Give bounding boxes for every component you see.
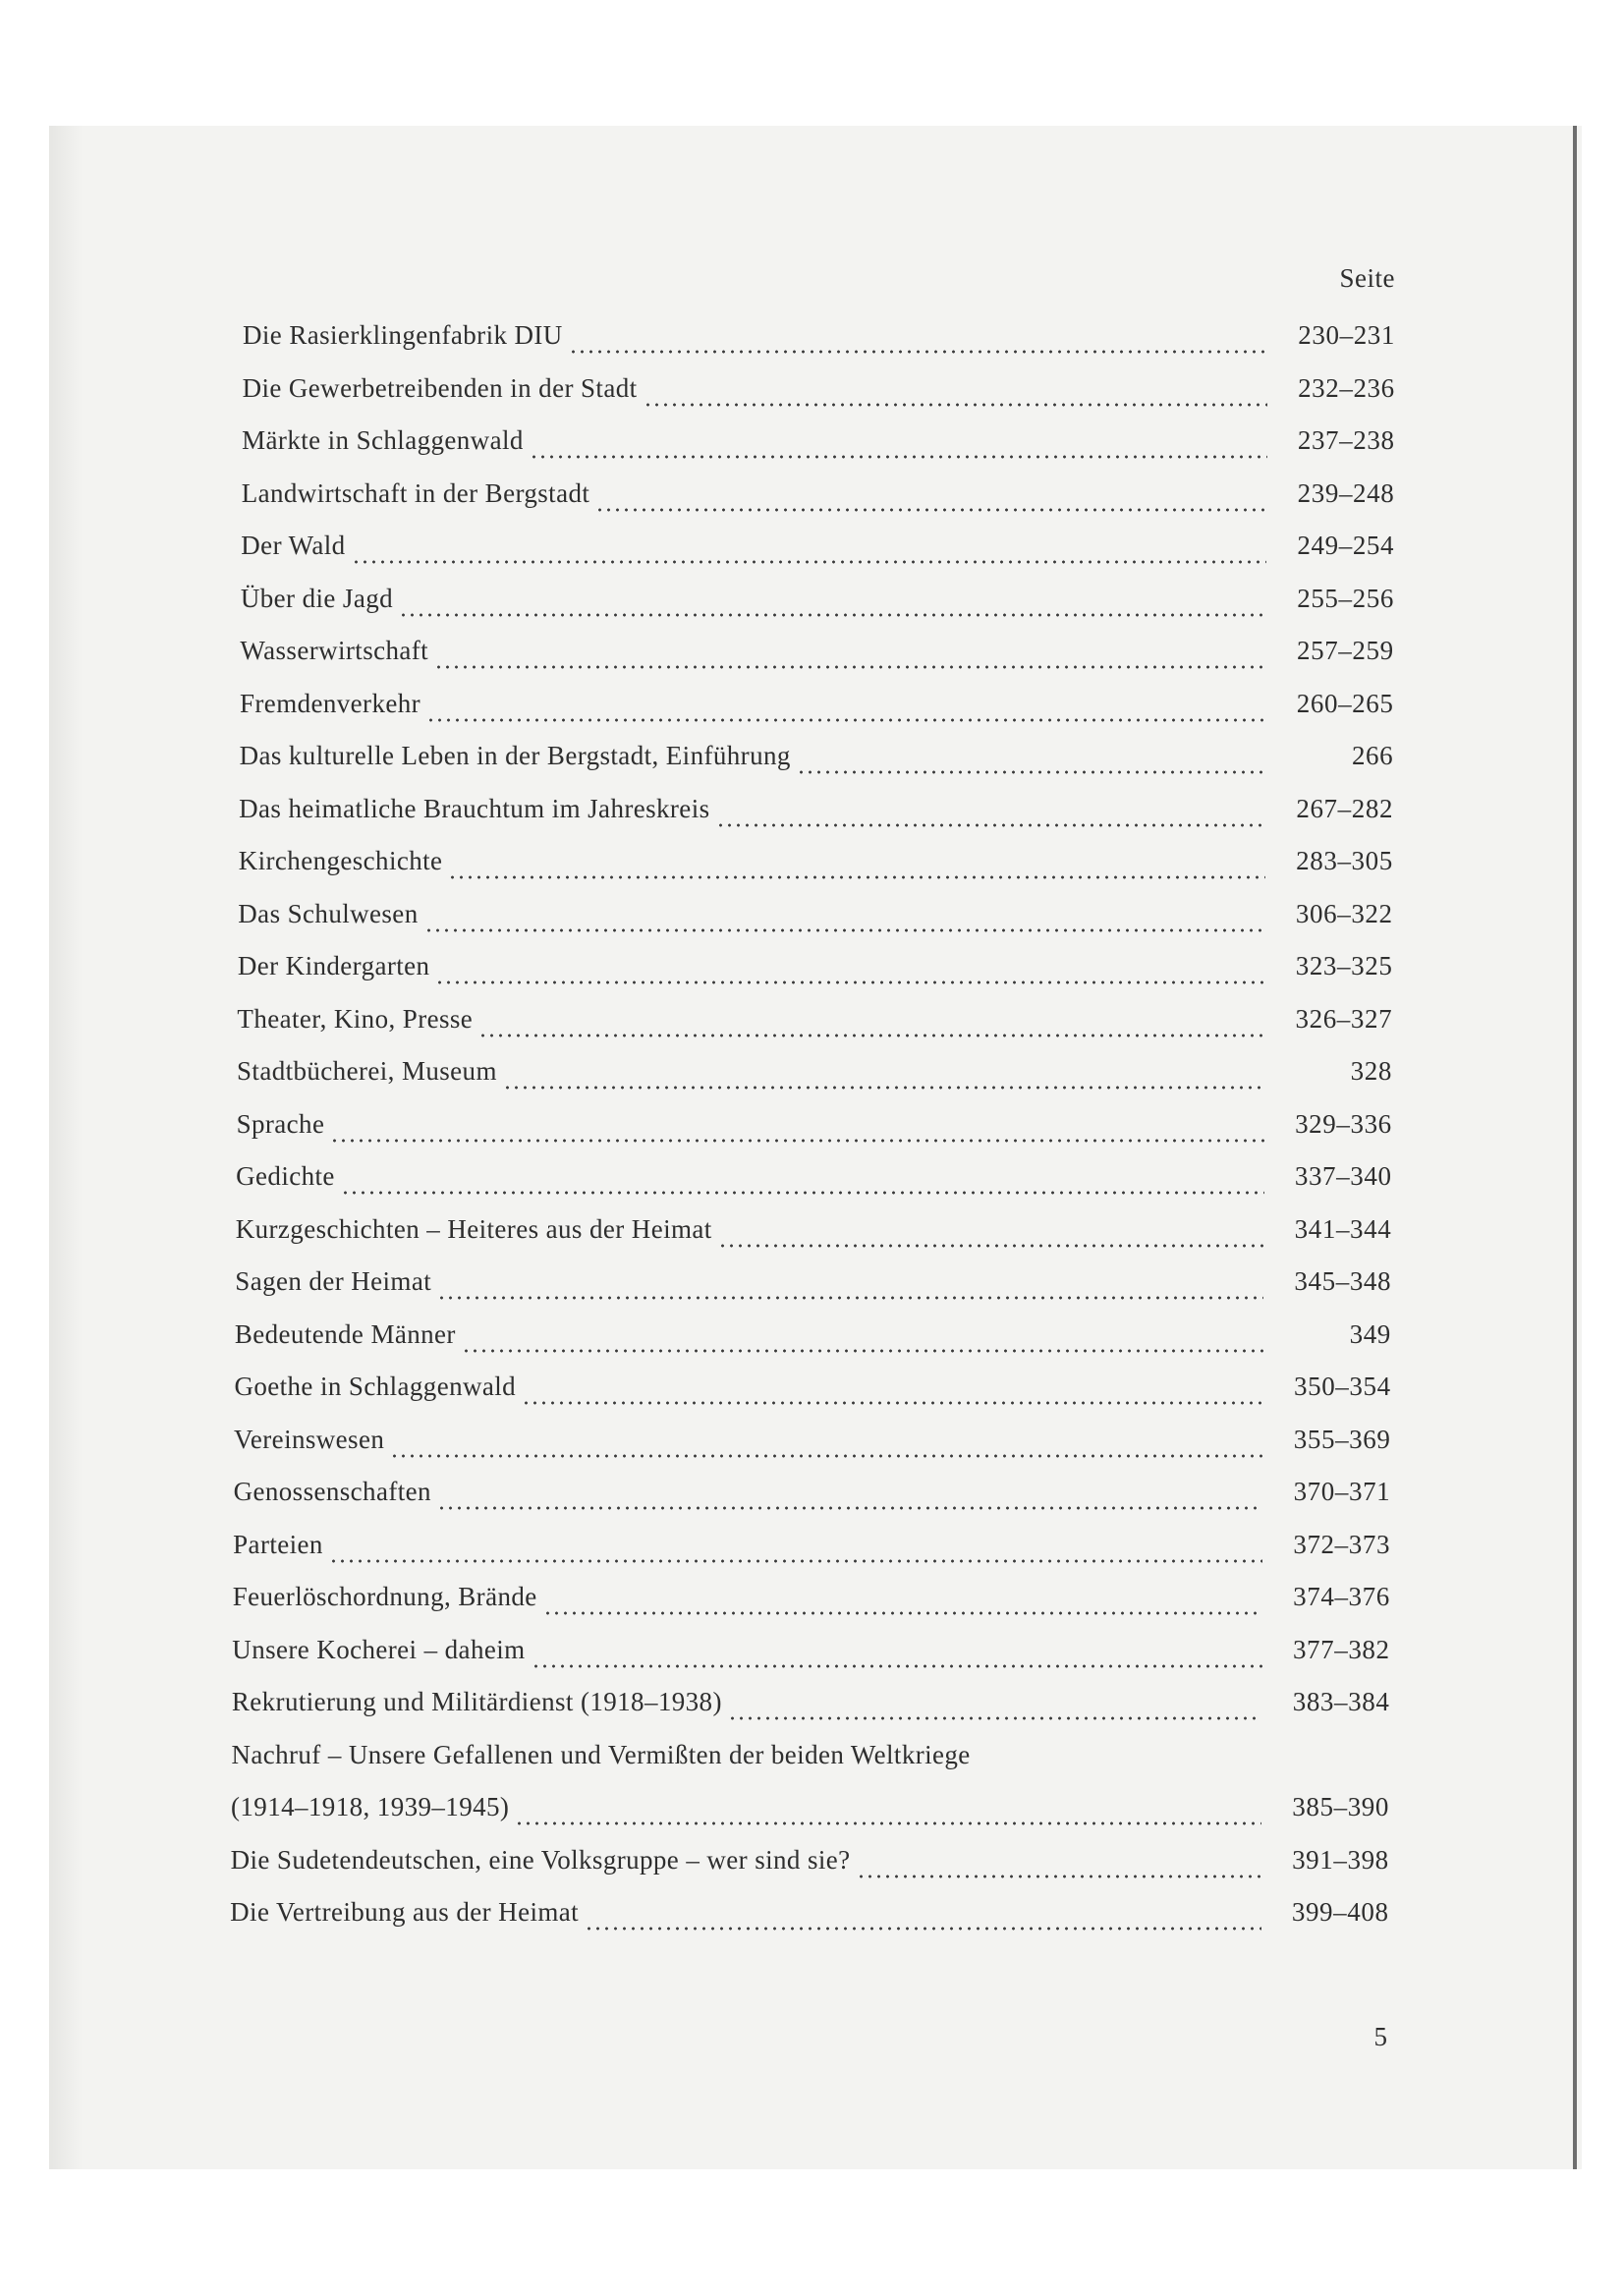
toc-entry-pages: 328	[1350, 1056, 1392, 1086]
toc-entry	[242, 425, 1394, 465]
toc-entry	[239, 846, 1393, 885]
toc-entry-pages: 377–382	[1292, 1634, 1390, 1664]
toc-entry	[238, 951, 1393, 990]
dot-leader	[478, 1018, 1264, 1037]
dot-leader	[390, 1438, 1262, 1458]
toc-entry-title: Kirchengeschichte	[238, 846, 443, 875]
toc-entry-title: Genossenschaften	[233, 1477, 431, 1506]
dot-leader	[448, 860, 1264, 879]
toc-entry	[239, 794, 1393, 833]
toc-entry-title: Sagen der Heimat	[235, 1266, 432, 1296]
toc-entry-pages: 249–254	[1297, 531, 1395, 560]
toc-entry	[242, 478, 1395, 518]
dot-leader	[424, 913, 1265, 932]
toc-entry	[240, 636, 1393, 675]
dot-leader	[437, 1490, 1262, 1510]
toc-entry-title: Die Rasierklingenfabrik DIU	[243, 320, 563, 350]
toc-entry-title: Der Wald	[241, 531, 346, 560]
toc-entry	[236, 1161, 1391, 1201]
toc-entry-title: (1914–1918, 1939–1945)	[231, 1792, 510, 1821]
toc-entry	[233, 1530, 1390, 1569]
toc-entry-pages: 399–408	[1291, 1897, 1389, 1927]
dot-leader	[569, 334, 1267, 354]
toc-entry	[238, 899, 1392, 938]
toc-entry-title: Sprache	[236, 1108, 325, 1139]
toc-entry-pages: 230–231	[1298, 320, 1395, 350]
toc-entry	[232, 1687, 1390, 1726]
toc-entry	[243, 373, 1395, 413]
toc-entry-title: Gedichte	[236, 1161, 335, 1191]
toc-entry-heading: Nachruf – Unsere Gefallenen und Vermißten der beiden Weltkriege	[231, 1739, 971, 1769]
toc-entry-title: Theater, Kino, Presse	[237, 1003, 474, 1034]
toc-entry-pages: 267–282	[1296, 793, 1394, 823]
toc-entry-pages: 283–305	[1296, 846, 1393, 875]
toc-entry	[234, 1425, 1390, 1464]
toc-entry-title: Über die Jagd	[240, 583, 394, 613]
toc-entry	[243, 320, 1395, 360]
toc-entry	[236, 1214, 1392, 1254]
toc-entry	[232, 1635, 1389, 1674]
toc-entry-pages: 374–376	[1293, 1582, 1390, 1611]
toc-entry-title: Die Vertreibung aus der Heimat	[230, 1897, 580, 1927]
toc-entry-title: Der Kindergarten	[237, 951, 430, 980]
toc-entry-title: Das kulturelle Leben in der Bergstadt, Einführung	[239, 741, 791, 770]
toc-entry-title: Fremdenverkehr	[240, 688, 421, 718]
toc-entry	[234, 1477, 1391, 1516]
toc-entry-title: Die Gewerbetreibenden in der Stadt	[242, 372, 638, 403]
toc-entry-pages: 391–398	[1292, 1844, 1389, 1875]
toc-entry	[235, 1266, 1391, 1306]
toc-entry-pages: 355–369	[1293, 1424, 1391, 1454]
toc-entry-title: Rekrutierung und Militärdienst (1918–1938)	[231, 1687, 722, 1716]
toc-entry-pages: 323–325	[1295, 951, 1393, 980]
toc-entry	[241, 531, 1394, 570]
dot-leader	[644, 387, 1267, 407]
seite-column-label: Seite	[1339, 263, 1395, 293]
dot-leader	[728, 1701, 1262, 1720]
dot-leader	[341, 1175, 1264, 1195]
toc-entry-pages: 329–336	[1295, 1108, 1392, 1139]
toc-entry-title: Landwirtschaft in der Bergstadt	[241, 477, 590, 508]
toc-entry-pages: 341–344	[1294, 1213, 1392, 1244]
page-number: 5	[1373, 2022, 1387, 2051]
toc-entry-pages: 350–354	[1294, 1372, 1391, 1401]
dot-leader	[352, 544, 1267, 564]
toc-entry-pages: 306–322	[1295, 898, 1393, 928]
toc-entry-pages: 385–390	[1292, 1792, 1389, 1821]
dot-leader	[522, 1385, 1263, 1405]
toc-entry-pages: 260–265	[1296, 688, 1394, 718]
toc-entry-pages: 257–259	[1297, 636, 1394, 665]
toc-entry-pages: 239–248	[1297, 477, 1395, 508]
dot-leader	[595, 492, 1266, 512]
toc-entry-pages: 349	[1349, 1318, 1391, 1349]
toc-entry	[230, 1897, 1388, 1936]
dot-leader	[462, 1333, 1263, 1353]
dot-leader	[857, 1859, 1261, 1878]
toc-entry-pages: 383–384	[1292, 1687, 1390, 1716]
toc-entry-pages: 266	[1351, 741, 1394, 770]
toc-entry	[237, 1056, 1392, 1095]
toc-entry-pages: 372–373	[1293, 1529, 1391, 1559]
toc-entry-title: Das heimatliche Brauchtum im Jahreskreis	[239, 793, 710, 823]
toc-entry	[240, 689, 1393, 728]
toc-entry-title: Parteien	[233, 1529, 323, 1559]
toc-entry-pages: 232–236	[1298, 372, 1395, 403]
dot-leader	[585, 1911, 1261, 1931]
toc-entry	[233, 1582, 1390, 1621]
toc-entry-pages: 345–348	[1294, 1266, 1392, 1296]
toc-entry-title: Das Schulwesen	[238, 898, 419, 928]
toc-entry-pages: 255–256	[1297, 583, 1394, 613]
dot-leader	[515, 1806, 1261, 1825]
dot-leader	[718, 1228, 1264, 1248]
toc-entry	[235, 1319, 1391, 1359]
dot-leader	[435, 965, 1264, 984]
toc-entry	[231, 1792, 1389, 1831]
toc-entry	[241, 584, 1394, 623]
toc-entry-pages: 337–340	[1294, 1161, 1392, 1191]
toc-entry-title: Die Sudetendeutschen, eine Volksgruppe – wer sind sie?	[230, 1844, 851, 1875]
dot-leader	[503, 1070, 1264, 1090]
dot-leader	[543, 1596, 1262, 1615]
toc-entry-title: Goethe in Schlaggenwald	[234, 1372, 517, 1401]
toc-entry-title: Wasserwirtschaft	[240, 636, 429, 665]
toc-entry	[240, 741, 1394, 780]
toc-entry	[237, 1004, 1392, 1043]
toc-entry-title: Feuerlöschordnung, Brände	[232, 1582, 537, 1611]
toc-entry	[237, 1109, 1392, 1148]
dot-leader	[330, 1123, 1263, 1143]
toc-entry-pages: 326–327	[1295, 1003, 1393, 1034]
toc-entry-pages: 370–371	[1293, 1477, 1391, 1506]
dot-leader	[329, 1543, 1262, 1563]
dot-leader	[399, 597, 1266, 617]
toc-entry-title: Kurzgeschichten – Heiteres aus der Heimat	[235, 1213, 712, 1244]
toc-entry-title: Bedeutende Männer	[234, 1318, 456, 1349]
toc-entry-title: Unsere Kocherei – daheim	[232, 1634, 526, 1664]
dot-leader	[434, 649, 1266, 669]
toc-entry-title: Märkte in Schlaggenwald	[242, 425, 524, 455]
toc-entry	[231, 1845, 1389, 1884]
dot-leader	[532, 1649, 1262, 1668]
dot-leader	[426, 702, 1265, 722]
toc-entry-pages: 237–238	[1297, 425, 1395, 455]
dot-leader	[437, 1280, 1263, 1300]
toc-entry	[234, 1372, 1390, 1411]
dot-leader	[716, 808, 1266, 827]
dot-leader	[797, 755, 1265, 774]
toc-entry-title: Stadtbücherei, Museum	[237, 1056, 497, 1086]
toc-entry-title: Vereinswesen	[234, 1424, 385, 1454]
dot-leader	[530, 439, 1267, 459]
